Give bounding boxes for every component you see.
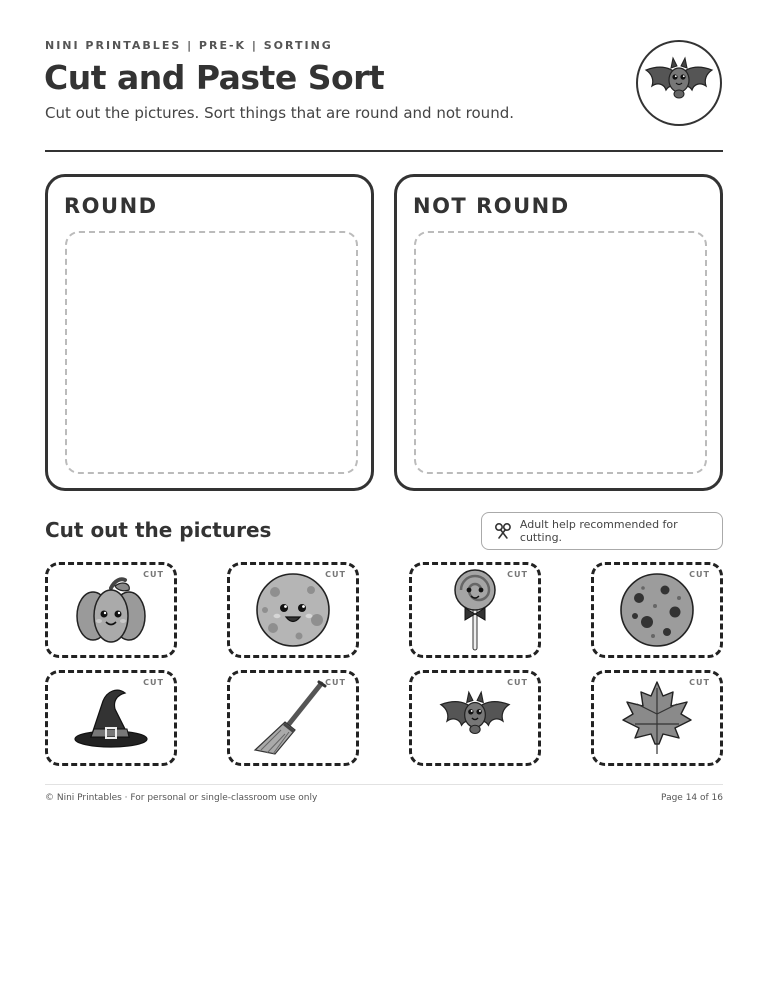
- sort-box-not-round: [394, 174, 723, 491]
- paste-area-round[interactable]: [65, 231, 358, 474]
- cut-tag: CUT: [507, 678, 528, 687]
- instructions: Cut out the pictures. Sort things that are round and not round.: [45, 104, 514, 122]
- header-kicker: NINI PRINTABLES | PRE-K | SORTING: [45, 39, 333, 52]
- cut-tag: CUT: [325, 678, 346, 687]
- paste-area-not-round[interactable]: [414, 231, 707, 474]
- cut-card-witch-hat[interactable]: [45, 670, 177, 766]
- pumpkin-icon: [71, 572, 151, 648]
- witch-hat-icon: [69, 683, 153, 753]
- cut-tag: CUT: [325, 570, 346, 579]
- cut-card-bat[interactable]: [409, 670, 541, 766]
- cut-tag: CUT: [507, 570, 528, 579]
- cut-card-broom[interactable]: [227, 670, 359, 766]
- help-note: [481, 512, 723, 550]
- sort-box-round: [45, 174, 374, 491]
- page-title: Cut and Paste Sort: [44, 58, 385, 97]
- page-number: Page 14 of 16: [661, 793, 723, 803]
- broom-icon: [251, 678, 335, 758]
- scissors-icon: [494, 522, 512, 540]
- cut-tag: CUT: [689, 678, 710, 687]
- lollipop-icon: [450, 568, 500, 652]
- cut-tag: CUT: [143, 678, 164, 687]
- cut-card-lollipop[interactable]: [409, 562, 541, 658]
- bat-icon: [433, 688, 517, 748]
- header-divider: [45, 150, 723, 152]
- logo-badge: [636, 40, 722, 126]
- sort-box-label: NOT ROUND: [413, 194, 570, 218]
- cut-tag: CUT: [143, 570, 164, 579]
- cookie-icon: [617, 570, 697, 650]
- bat-icon: [642, 54, 716, 112]
- sort-box-label: ROUND: [64, 194, 158, 218]
- footer-copyright: © Nini Printables · For personal or single-classroom use only: [45, 793, 318, 803]
- footer-divider: [45, 784, 723, 785]
- cut-card-maple-leaf[interactable]: [591, 670, 723, 766]
- moon-icon: [253, 570, 333, 650]
- cut-card-cookie[interactable]: [591, 562, 723, 658]
- help-note-text: Adult help recommended for cutting.: [519, 518, 678, 544]
- maple-leaf-icon: [621, 678, 693, 758]
- cut-card-moon[interactable]: [227, 562, 359, 658]
- cut-card-pumpkin[interactable]: [45, 562, 177, 658]
- cut-tag: CUT: [689, 570, 710, 579]
- cut-section-heading: Cut out the pictures: [45, 518, 272, 542]
